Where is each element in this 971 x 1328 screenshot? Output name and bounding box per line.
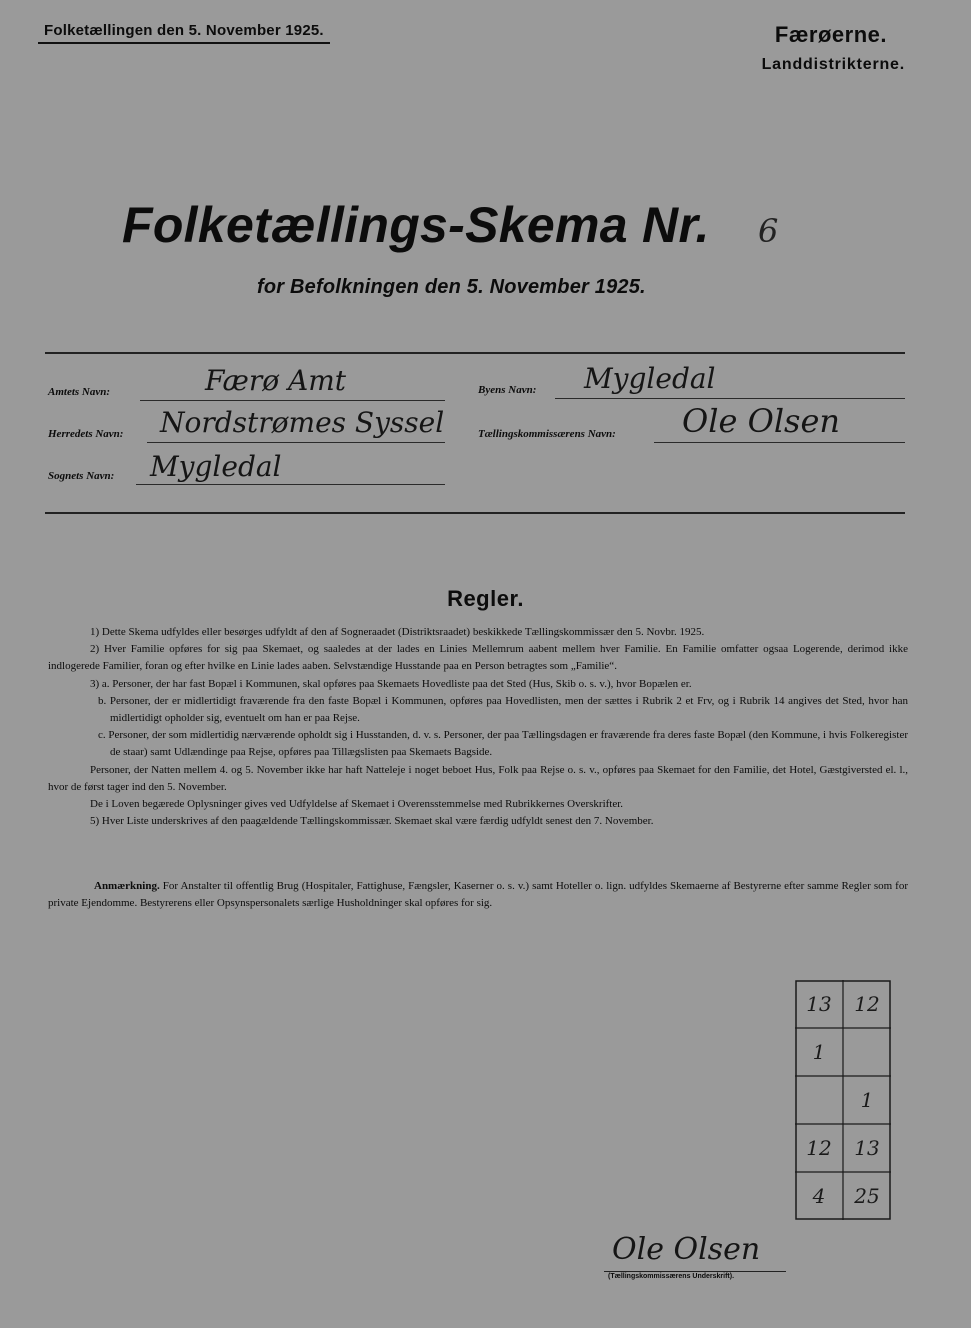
- by-label: Byens Navn:: [478, 384, 537, 396]
- annotation-note: [48, 878, 908, 912]
- rule-3d: Personer, der Natten mellem 4. og 5. November ikke har haft Natteleje i noget beboet Hus, Folk paa Rejse o. s. v., opføres paa Skemaet for den Familie, det Hotel, Gæstgiversted el. l., hvor de først tager ind den 5. November.: [48, 763, 908, 793]
- rule-4: De i Loven begærede Oplysninger gives ved Udfyldelse af Skemaet i Overensstemmelse med Rubrikkernes Overskrifter.: [90, 798, 624, 811]
- by-value: Mygledal: [584, 362, 716, 395]
- tally-cell: 12: [806, 1136, 832, 1160]
- tally-cell: 25: [854, 1184, 880, 1208]
- tally-row: [795, 1076, 891, 1124]
- tally-row: [795, 1124, 891, 1172]
- form-title: Folketællings-Skema Nr.: [122, 197, 710, 253]
- tally-cell: 13: [854, 1136, 880, 1160]
- tally-table: [795, 980, 891, 1220]
- kommissaer-label: Tællingskommissærens Navn:: [478, 428, 616, 440]
- sogn-label: Sognets Navn:: [48, 470, 115, 482]
- region-header: Færøerne.: [774, 22, 887, 47]
- by-line: [555, 398, 905, 399]
- note-text: For Anstalter til offentlig Brug (Hospitaler, Fattighuse, Fængsler, Kaserner o. s. v.) samt Hoteller o. lign. udfyldes Skemaerne af Bestyrerne efter samme Regler som for private Ejendomme. Bestyrerens eller Opsynspersonalets særlige Husholdninger skal opføres for sig.: [48, 880, 909, 909]
- signature-line: [604, 1271, 786, 1272]
- note-label: Anmærkning.: [94, 880, 160, 892]
- herred-value: Nordstrømes Syssel: [160, 406, 445, 439]
- rules-text: [48, 624, 908, 830]
- rule-3c: c. Personer, der som midlertidig nærværende opholdt sig i Husstanden, d. v. s. Personer, der paa Tællingsdagen er fraværende fra deres faste Bopæl (den Kommune, i hvis Folkeregister de staar) samt Udlændinge paa Rejse, opføres paa Tillægslisten paa Skemaets Bagside.: [98, 729, 908, 759]
- rules-heading: Regler.: [447, 586, 524, 611]
- kommissaer-value: Ole Olsen: [682, 402, 841, 440]
- form-number: 6: [758, 212, 779, 250]
- rule-5: 5) Hver Liste underskrives af den paagældende Tællingskommissær. Skemaet skal være færdig udfyldt senest den 7. November.: [90, 815, 654, 828]
- tally-row: [795, 980, 891, 1028]
- kommissaer-line: [654, 442, 905, 443]
- divider-bottom: [45, 512, 905, 514]
- rule-3b: b. Personer, der er midlertidigt fraværende fra den faste Bopæl i Kommunen, opføres paa Hovedlisten, men der sættes i Rubrik 2 et Frv, og i Rubrik 14 angives det Sted, hvor han midlertidigt opholder sig, eventuelt om han er paa Rejse.: [98, 694, 908, 725]
- amt-value: Færø Amt: [205, 364, 347, 397]
- form-subtitle: for Befolkningen den 5. November 1925.: [257, 276, 646, 298]
- sogn-value: Mygledal: [150, 450, 282, 483]
- tally-cell: 1: [812, 1040, 826, 1064]
- census-date-header: Folketællingen den 5. November 1925.: [38, 20, 330, 44]
- rule-1: 1) Dette Skema udfyldes eller besørges udfyldt af den af Sogneraadet (Distriktsraadet) beskikkede Tællingskommissær den 5. Novbr. 1925.: [90, 626, 705, 638]
- signature-caption: (Tællingskommissærens Underskrift).: [608, 1273, 735, 1280]
- tally-cell: 12: [854, 992, 880, 1016]
- tally-cell: [795, 1076, 843, 1124]
- herred-line: [147, 442, 445, 443]
- divider-top: [45, 352, 905, 354]
- amt-label: Amtets Navn:: [48, 386, 111, 398]
- sogn-line: [136, 484, 445, 485]
- signature-handwritten: Ole Olsen: [612, 1232, 761, 1267]
- tally-row: [795, 1028, 891, 1076]
- amt-line: [140, 400, 445, 401]
- herred-label: Herredets Navn:: [48, 428, 124, 440]
- rule-3a: 3) a. Personer, der har fast Bopæl i Kommunen, skal opføres paa Skemaets Hovedliste paa det Sted (Hus, Skib o. s. v.), hvor Bopælen er.: [90, 677, 692, 690]
- tally-cell: 1: [860, 1088, 874, 1112]
- tally-cell: 4: [812, 1184, 826, 1208]
- tally-row: [795, 1172, 891, 1220]
- tally-cell: [843, 1028, 891, 1076]
- rule-2: 2) Hver Familie opføres for sig paa Skemaet, og saaledes at der lades en Linies Mellemrum aabent mellem hver Familie. En Familie omfatter ogsaa Logerende, derimod ikke indlogerede Familier, foran og efter hvilke en Linie lades aaben. Selvstændige Husstande paa en Person betragtes som „Familie“.: [48, 643, 908, 673]
- district-type-header: Landdistrikterne.: [761, 56, 905, 73]
- tally-cell: 13: [806, 992, 832, 1016]
